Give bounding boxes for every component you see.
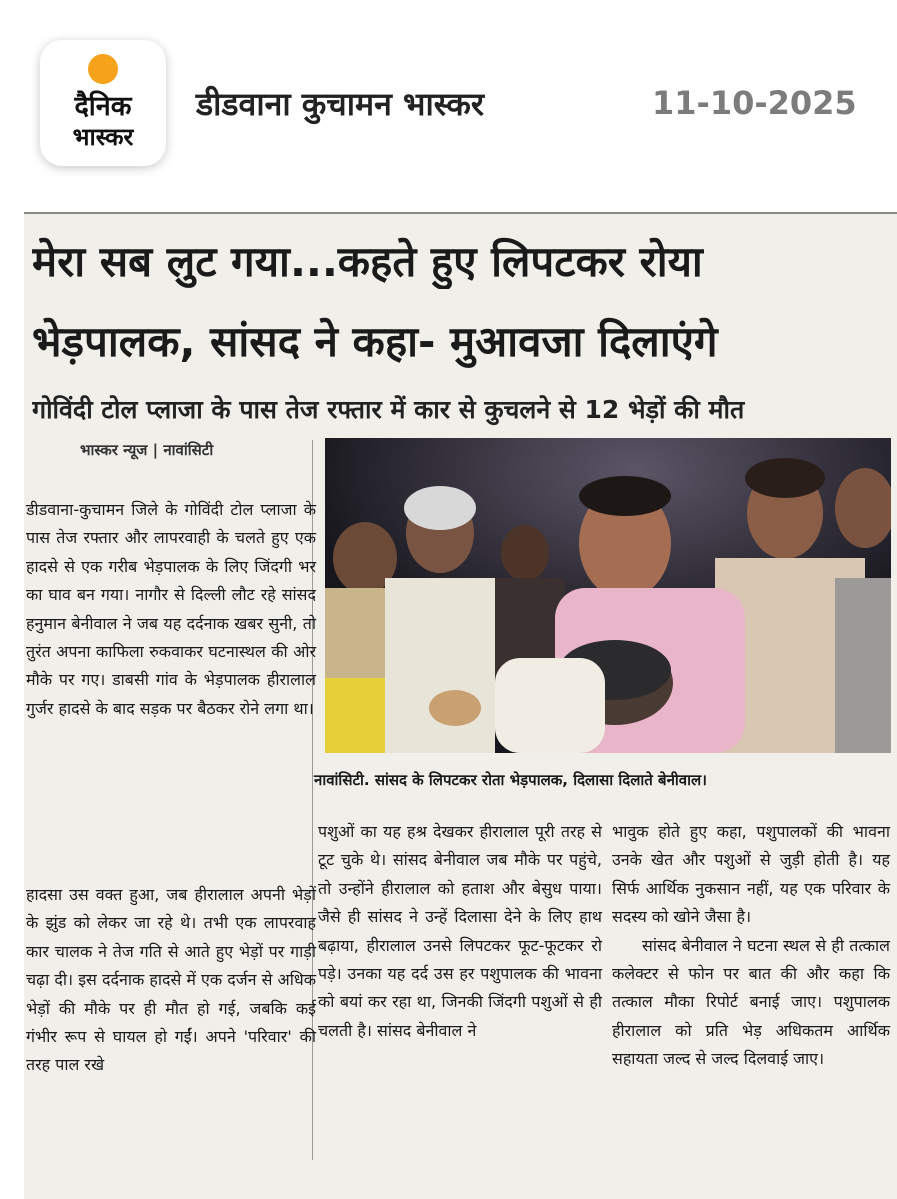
article-paragraph: पशुओं का यह हश्र देखकर हीरालाल पूरी तरह से टूट चुके थे। सांसद बेनीवाल जब मौके पर पहुंचे, तो उन्होंने हीरालाल को हताश और बेसुध पाया। जैसे ही सांसद ने उन्हें दिलासा देने के लिए हाथ बढ़ाया, हीरालाल उनसे लिपटकर फूट-फूटकर रो पड़े। उनका यह दर्द उस हर पशुपालक की भावना को बयां कर रहा था, जिनकी जिंदगी पशुओं से ही चलती है। सांसद बेनीवाल ने [318, 822, 602, 1040]
logo-text-line1: दैनिक [74, 91, 132, 122]
byline: भास्कर न्यूज | नावांसिटी [80, 441, 214, 459]
dainik-bhaskar-logo[interactable] [40, 40, 166, 166]
app-header [0, 0, 897, 200]
article-paragraph: डीडवाना-कुचामन जिले के गोविंदी टोल प्लाजा के पास तेज रफ्तार और लापरवाही के चलते हुए एक हादसे से एक गरीब भेड़पालक के लिए जिंदगी भर का घाव बन गया। नागौर से दिल्ली लौट रहे सांसद हनुमान बेनीवाल ने जब यह दर्दनाक खबर सुनी, तो तुरंत अपना काफिला रुकवाकर घटनास्थल की ओर मौके पर गए। डाबसी गांव के भेड़पालक हीरालाल गुर्जर हादसे के बाद सड़क पर बैठकर रोने लगा था। [26, 500, 316, 718]
headline-line1: मेरा सब लुट गया...कहते हुए लिपटकर रोया [32, 237, 703, 286]
photo-caption: नावांसिटी. सांसद के लिपटकर रोता भेड़पालक, दिलासा दिलाते बेनीवाल। [314, 771, 707, 789]
article-column-3 [612, 818, 890, 1074]
sun-icon [88, 54, 118, 84]
logo-text-line2: भास्कर [72, 123, 134, 151]
edition-title: डीडवाना कुचामन भास्कर [196, 85, 484, 123]
article-column-1 [26, 496, 316, 723]
top-rule [24, 212, 897, 214]
subheadline: गोविंदी टोल प्लाजा के पास तेज रफ्तार में कार से कुचलने से 12 भेड़ों की मौत [32, 395, 745, 424]
article-paragraph: सांसद बेनीवाल ने घटना स्थल से ही तत्काल कलेक्टर से फोन पर बात की और कहा कि तत्काल मौका रिपोर्ट बनाई जाए। पशुपालक हीरालाल को प्रति भेड़ अधिकतम आर्थिक सहायता जल्द से जल्द दिलवाई जाए। [612, 935, 890, 1069]
news-photo [325, 438, 891, 753]
headline-line2: भेड़पालक, सांसद ने कहा- मुआवजा दिलाएंगे [32, 317, 718, 366]
article-column-2 [318, 818, 602, 1045]
edition-date: 11-10-2025 [652, 84, 857, 122]
crowd-photo-illustration [325, 438, 891, 753]
article-column-1-continued [26, 881, 316, 1080]
article-paragraph: हादसा उस वक्त हुआ, जब हीरालाल अपनी भेड़ों के झुंड को लेकर जा रहे थे। तभी एक लापरवाह कार चालक ने तेज गति से आते हुए भेड़ों पर गाड़ी चढ़ा दी। इस दर्दनाक हादसे में एक दर्जन से अधिक भेड़ों की मौके पर ही मौत हो गई, जबकि कई गंभीर रूप से घायल हो गईं। अपने 'परिवार' की तरह पाल रखे [26, 885, 316, 1075]
article-paragraph: भावुक होते हुए कहा, पशुपालकों की भावना उनके खेत और पशुओं से जुड़ी होती है। यह सिर्फ आर्थिक नुकसान नहीं, यह एक परिवार के सदस्य को खोने जैसा है। [612, 822, 890, 927]
